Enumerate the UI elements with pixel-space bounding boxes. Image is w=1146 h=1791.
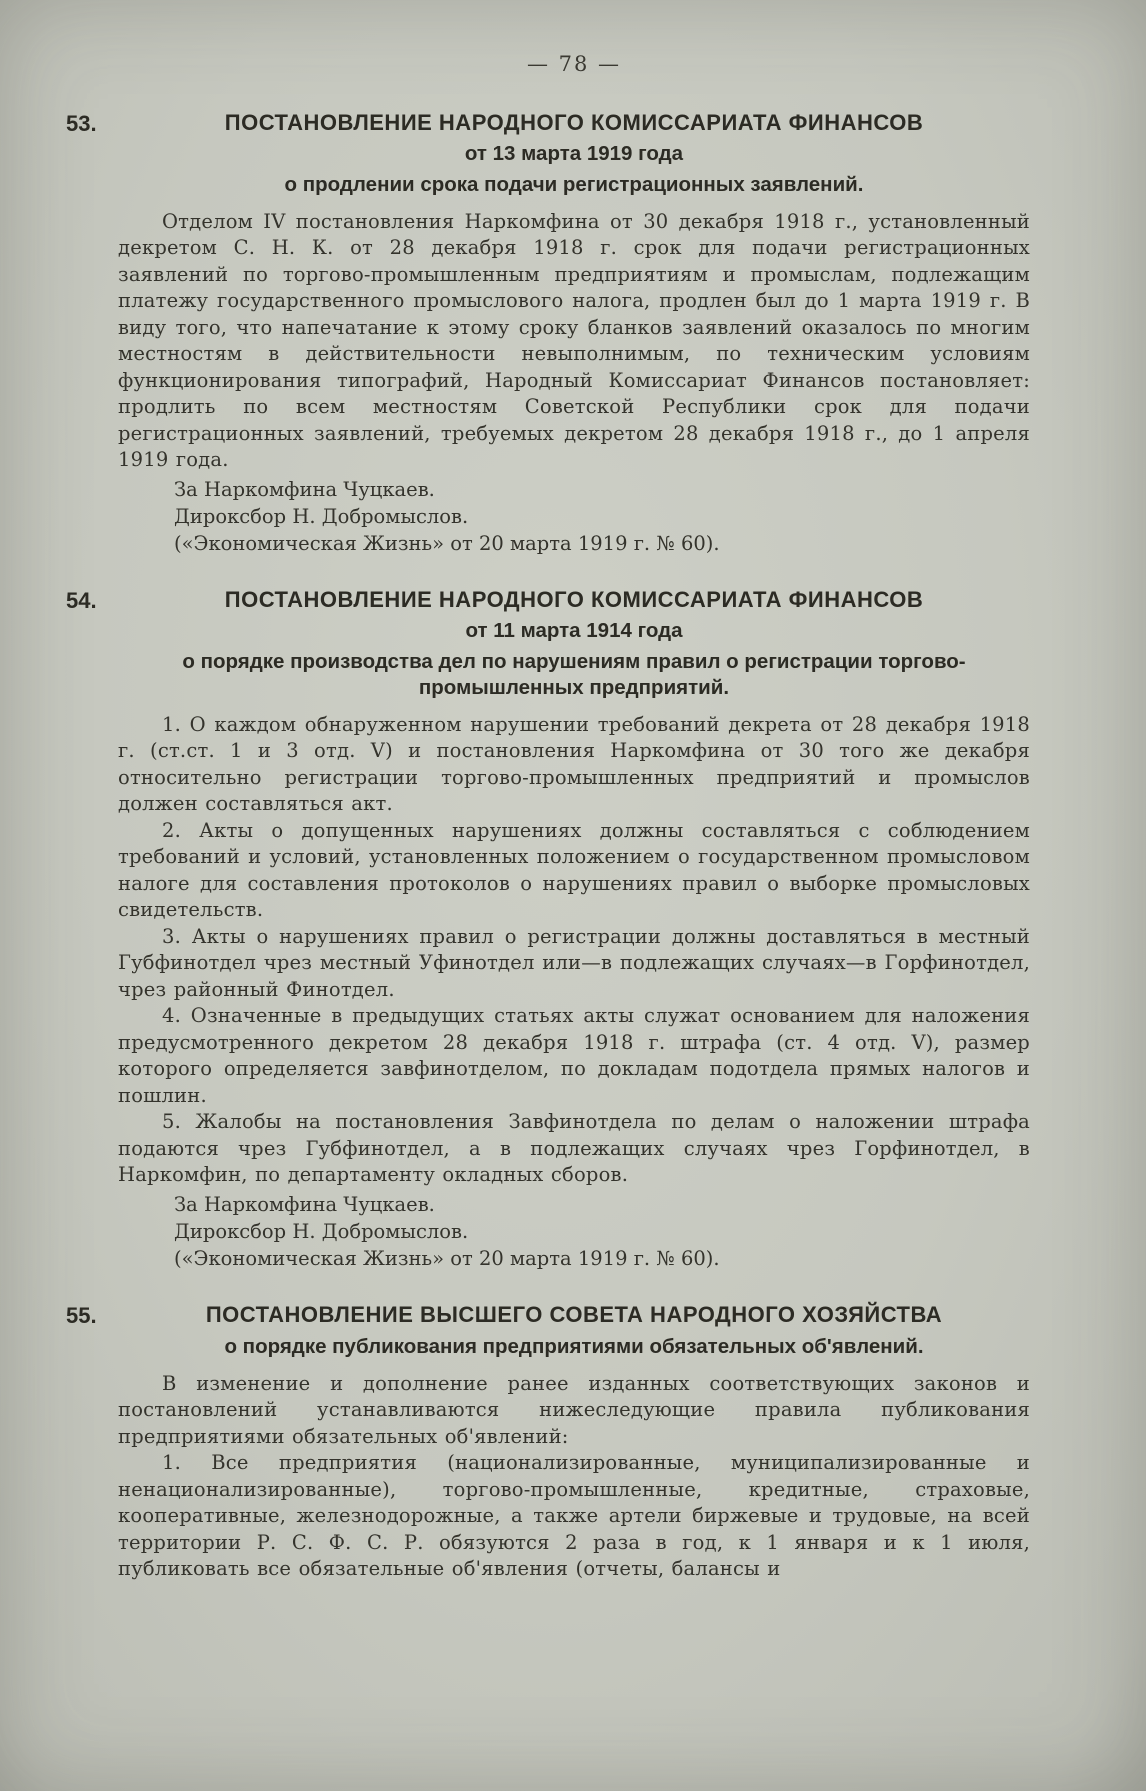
decree-paragraph: 1. О каждом обнаруженном нарушении требований декрета от 28 декабря 1918 г. (ст.ст. 1 и 3 отд. V) и постановления Наркомфина от 30 того же декабря относительно регистрации торгово-промышленных предприятий и промыслов должен составляться акт. (118, 712, 1030, 816)
decree-title: ПОСТАНОВЛЕНИЕ НАРОДНОГО КОМИССАРИАТА ФИНАНСОВ (224, 110, 924, 135)
decree-paragraph: В изменение и дополнение ранее изданных соответствующих законов и постановлений устанавливаются нижеследующие правила публикования предприятиями обязательных об'явлений: (118, 1371, 1030, 1448)
source-reference: («Экономическая Жизнь» от 20 марта 1919 г. № 60). (174, 1246, 720, 1270)
signature-line: За Наркомфина Чуцкаев. (174, 1192, 435, 1216)
decree-date: от 11 марта 1914 года (465, 618, 683, 642)
decree-55 (66, 1301, 1030, 1583)
page-content (66, 0, 1030, 1583)
signature-block (118, 476, 1030, 557)
decree-number: 53. (66, 111, 97, 136)
decree-paragraph: 2. Акты о допущенных нарушениях должны составляться с соблюдением требований и условий, установленных положением о государственном промысловом налоге для составления протоколов о нарушениях правил о выборке промысловых свидетельств. (118, 818, 1030, 922)
decree-paragraph: 5. Жалобы на постановления Завфинотдела по делам о наложении штрафа подаются чрез Губфинотдел, а в подлежащих случаях чрез Горфинотдел, в Наркомфин, по департаменту окладных сборов. (118, 1110, 1030, 1187)
decree-subject: о продлении срока подачи регистрационных заявлений. (284, 173, 864, 196)
signature-line: Дироксбор Н. Добромыслов. (174, 504, 469, 528)
decree-number: 54. (66, 587, 97, 613)
decree-paragraph: 1. Все предприятия (национализированные, муниципализированные и ненационализированные), торгово-промышленные, кредитные, страховые, кооперативные, железнодорожные, а также артели биржевые и трудовые, на всей территории Р. С. Ф. С. Р. обязуются 2 раза в год, к 1 января и к 1 июля, публиковать все обязательные об'явления (отчеты, балансы и (118, 1451, 1030, 1581)
signature-block (118, 1191, 1030, 1272)
decree-title: ПОСТАНОВЛЕНИЕ ВЫСШЕГО СОВЕТА НАРОДНОГО ХОЗЯЙСТВА (205, 1301, 943, 1327)
source-reference: («Экономическая Жизнь» от 20 марта 1919 г. № 60). (174, 531, 720, 555)
signature-line: Дироксбор Н. Добромыслов. (174, 1219, 469, 1243)
decree-paragraph: 3. Акты о нарушениях правил о регистрации должны доставляться в местный Губфинотдел чрез местный Уфинотдел или—в подлежащих случаях—в Горфинотдел, чрез районный Финотдел. (118, 924, 1030, 1001)
decree-paragraph: 4. Означенные в предыдущих статьях акты служат основанием для наложения предусмотренного декретом 28 декабря 1918 г. штрафа (ст. 4 отд. V), размер которого определяется завфинотделом, по докладам подотдела прямых налогов и пошлин. (118, 1004, 1030, 1107)
decree-54 (66, 586, 1030, 1272)
decree-title: ПОСТАНОВЛЕНИЕ НАРОДНОГО КОМИССАРИАТА ФИНАНСОВ (224, 586, 924, 612)
decree-date: от 13 марта 1919 года (464, 142, 684, 165)
signature-line: За Наркомфина Чуцкаев. (174, 477, 435, 501)
decree-subject: о порядке производства дел по нарушениям правил о регистрации торгово-промышленных предприятий. (182, 649, 966, 700)
decree-number: 55. (66, 1302, 97, 1328)
decree-paragraph: Отделом IV постановления Наркомфина от 30 декабря 1918 г., установленный декретом С. Н. К. от 28 декабря 1918 г. срок для подачи регистрационных заявлений по торгово-промышленным предприятиям и промыслам, подлежащим платежу государственного промыслового налога, продлен был до 1 марта 1919 г. В виду того, что напечатание к этому сроку бланков заявлений оказалось по многим местностям в действительности невыполнимым, по техническим условиям функционирования типографий, Народный Комиссариат Финансов постановляет: продлить по всем местностям Советской Республики срок для подачи регистрационных заявлений, требуемых декретом 28 декабря 1918 г., до 1 апреля 1919 года. (118, 209, 1030, 472)
decree-53 (66, 110, 1030, 557)
decree-subject: о порядке публикования предприятиями обязательных об'явлений. (224, 1334, 924, 1358)
page-number: — 78 — (526, 52, 622, 76)
